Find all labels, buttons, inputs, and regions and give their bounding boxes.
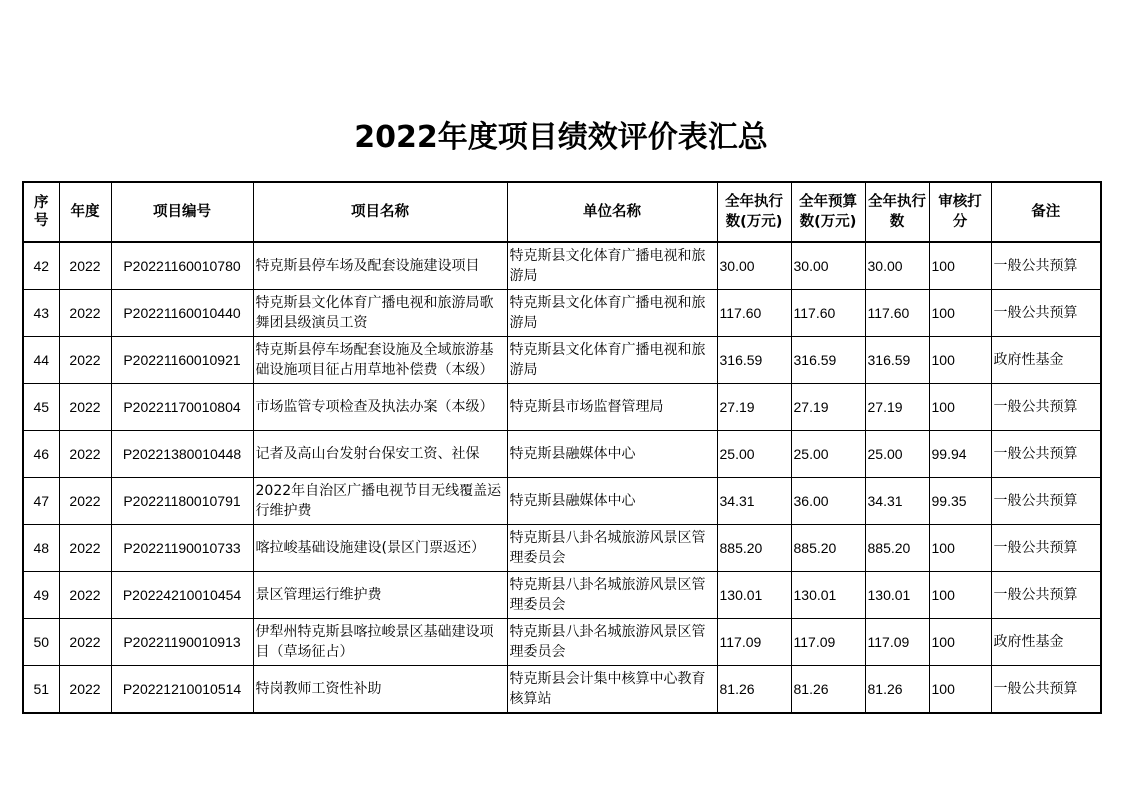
header-exec: 全年执行数(万元) <box>717 182 791 242</box>
seq-cell: 48 <box>23 525 59 572</box>
exec-amount-cell: 25.00 <box>717 431 791 478</box>
unit-name-cell: 特克斯县八卦名城旅游风景区管理委员会 <box>507 525 717 572</box>
exec-count-cell: 27.19 <box>865 384 929 431</box>
year-cell: 2022 <box>59 242 111 290</box>
summary-table <box>22 181 1102 714</box>
table-row <box>23 242 1101 290</box>
table-row <box>23 525 1101 572</box>
remark-cell: 一般公共预算 <box>991 290 1101 337</box>
budget-amount-cell: 117.09 <box>791 619 865 666</box>
code-cell: P20221160010921 <box>111 337 253 384</box>
code-cell: P20221190010733 <box>111 525 253 572</box>
budget-amount-cell: 30.00 <box>791 242 865 290</box>
project-name-cell: 伊犁州特克斯县喀拉峻景区基础建设项目（草场征占） <box>253 619 507 666</box>
exec-count-cell: 885.20 <box>865 525 929 572</box>
unit-name-cell: 特克斯县文化体育广播电视和旅游局 <box>507 242 717 290</box>
project-name-cell: 2022年自治区广播电视节目无线覆盖运行维护费 <box>253 478 507 525</box>
code-cell: P20224210010454 <box>111 572 253 619</box>
header-code: 项目编号 <box>111 182 253 242</box>
seq-cell: 47 <box>23 478 59 525</box>
code-cell: P20221190010913 <box>111 619 253 666</box>
exec-count-cell: 25.00 <box>865 431 929 478</box>
unit-name-cell: 特克斯县文化体育广播电视和旅游局 <box>507 337 717 384</box>
exec-amount-cell: 316.59 <box>717 337 791 384</box>
unit-name-cell: 特克斯县八卦名城旅游风景区管理委员会 <box>507 619 717 666</box>
exec-count-cell: 30.00 <box>865 242 929 290</box>
seq-cell: 45 <box>23 384 59 431</box>
remark-cell: 一般公共预算 <box>991 666 1101 714</box>
project-name-cell: 市场监管专项检查及执法办案（本级） <box>253 384 507 431</box>
code-cell: P20221180010791 <box>111 478 253 525</box>
score-cell: 100 <box>929 337 991 384</box>
exec-amount-cell: 117.60 <box>717 290 791 337</box>
year-cell: 2022 <box>59 619 111 666</box>
unit-name-cell: 特克斯县文化体育广播电视和旅游局 <box>507 290 717 337</box>
project-name-cell: 喀拉峻基础设施建设(景区门票返还） <box>253 525 507 572</box>
table-row <box>23 290 1101 337</box>
table-row <box>23 666 1101 714</box>
exec-amount-cell: 117.09 <box>717 619 791 666</box>
header-seq: 序号 <box>23 182 59 242</box>
header-unit: 单位名称 <box>507 182 717 242</box>
seq-cell: 46 <box>23 431 59 478</box>
year-cell: 2022 <box>59 290 111 337</box>
unit-name-cell: 特克斯县会计集中核算中心教育核算站 <box>507 666 717 714</box>
header-name: 项目名称 <box>253 182 507 242</box>
header-budget: 全年预算数(万元) <box>791 182 865 242</box>
header-row <box>23 182 1101 242</box>
exec-count-cell: 117.09 <box>865 619 929 666</box>
table-row <box>23 384 1101 431</box>
project-name-cell: 特克斯县文化体育广播电视和旅游局歌舞团县级演员工资 <box>253 290 507 337</box>
remark-cell: 一般公共预算 <box>991 384 1101 431</box>
year-cell: 2022 <box>59 572 111 619</box>
exec-amount-cell: 130.01 <box>717 572 791 619</box>
budget-amount-cell: 316.59 <box>791 337 865 384</box>
exec-count-cell: 130.01 <box>865 572 929 619</box>
unit-name-cell: 特克斯县市场监督管理局 <box>507 384 717 431</box>
unit-name-cell: 特克斯县融媒体中心 <box>507 431 717 478</box>
exec-amount-cell: 81.26 <box>717 666 791 714</box>
table-row <box>23 478 1101 525</box>
year-cell: 2022 <box>59 666 111 714</box>
budget-amount-cell: 81.26 <box>791 666 865 714</box>
score-cell: 100 <box>929 619 991 666</box>
budget-amount-cell: 25.00 <box>791 431 865 478</box>
table-row <box>23 431 1101 478</box>
project-name-cell: 记者及高山台发射台保安工资、社保 <box>253 431 507 478</box>
seq-cell: 49 <box>23 572 59 619</box>
remark-cell: 一般公共预算 <box>991 242 1101 290</box>
budget-amount-cell: 885.20 <box>791 525 865 572</box>
remark-cell: 一般公共预算 <box>991 478 1101 525</box>
budget-amount-cell: 27.19 <box>791 384 865 431</box>
code-cell: P20221380010448 <box>111 431 253 478</box>
remark-cell: 一般公共预算 <box>991 572 1101 619</box>
project-name-cell: 特克斯县停车场及配套设施建设项目 <box>253 242 507 290</box>
budget-amount-cell: 36.00 <box>791 478 865 525</box>
seq-cell: 44 <box>23 337 59 384</box>
seq-cell: 50 <box>23 619 59 666</box>
year-cell: 2022 <box>59 384 111 431</box>
header-year: 年度 <box>59 182 111 242</box>
budget-amount-cell: 117.60 <box>791 290 865 337</box>
year-cell: 2022 <box>59 337 111 384</box>
table-row <box>23 619 1101 666</box>
budget-amount-cell: 130.01 <box>791 572 865 619</box>
table-row <box>23 337 1101 384</box>
project-name-cell: 特克斯县停车场配套设施及全域旅游基础设施项目征占用草地补偿费（本级） <box>253 337 507 384</box>
remark-cell: 一般公共预算 <box>991 431 1101 478</box>
remark-cell: 政府性基金 <box>991 337 1101 384</box>
year-cell: 2022 <box>59 525 111 572</box>
exec-count-cell: 81.26 <box>865 666 929 714</box>
year-cell: 2022 <box>59 431 111 478</box>
unit-name-cell: 特克斯县融媒体中心 <box>507 478 717 525</box>
exec-count-cell: 316.59 <box>865 337 929 384</box>
header-remark: 备注 <box>991 182 1101 242</box>
score-cell: 100 <box>929 242 991 290</box>
seq-cell: 43 <box>23 290 59 337</box>
exec-amount-cell: 34.31 <box>717 478 791 525</box>
exec-amount-cell: 885.20 <box>717 525 791 572</box>
exec-amount-cell: 27.19 <box>717 384 791 431</box>
remark-cell: 政府性基金 <box>991 619 1101 666</box>
score-cell: 100 <box>929 290 991 337</box>
score-cell: 100 <box>929 666 991 714</box>
year-cell: 2022 <box>59 478 111 525</box>
code-cell: P20221160010440 <box>111 290 253 337</box>
code-cell: P20221170010804 <box>111 384 253 431</box>
header-score: 审核打分 <box>929 182 991 242</box>
page-title: 2022年度项目绩效评价表汇总 <box>354 120 768 155</box>
exec-count-cell: 34.31 <box>865 478 929 525</box>
score-cell: 100 <box>929 572 991 619</box>
header-exec-count: 全年执行数 <box>865 182 929 242</box>
seq-cell: 51 <box>23 666 59 714</box>
score-cell: 99.35 <box>929 478 991 525</box>
score-cell: 100 <box>929 525 991 572</box>
project-name-cell: 特岗教师工资性补助 <box>253 666 507 714</box>
score-cell: 99.94 <box>929 431 991 478</box>
unit-name-cell: 特克斯县八卦名城旅游风景区管理委员会 <box>507 572 717 619</box>
code-cell: P20221210010514 <box>111 666 253 714</box>
remark-cell: 一般公共预算 <box>991 525 1101 572</box>
code-cell: P20221160010780 <box>111 242 253 290</box>
table-row <box>23 572 1101 619</box>
exec-count-cell: 117.60 <box>865 290 929 337</box>
project-name-cell: 景区管理运行维护费 <box>253 572 507 619</box>
seq-cell: 42 <box>23 242 59 290</box>
score-cell: 100 <box>929 384 991 431</box>
exec-amount-cell: 30.00 <box>717 242 791 290</box>
